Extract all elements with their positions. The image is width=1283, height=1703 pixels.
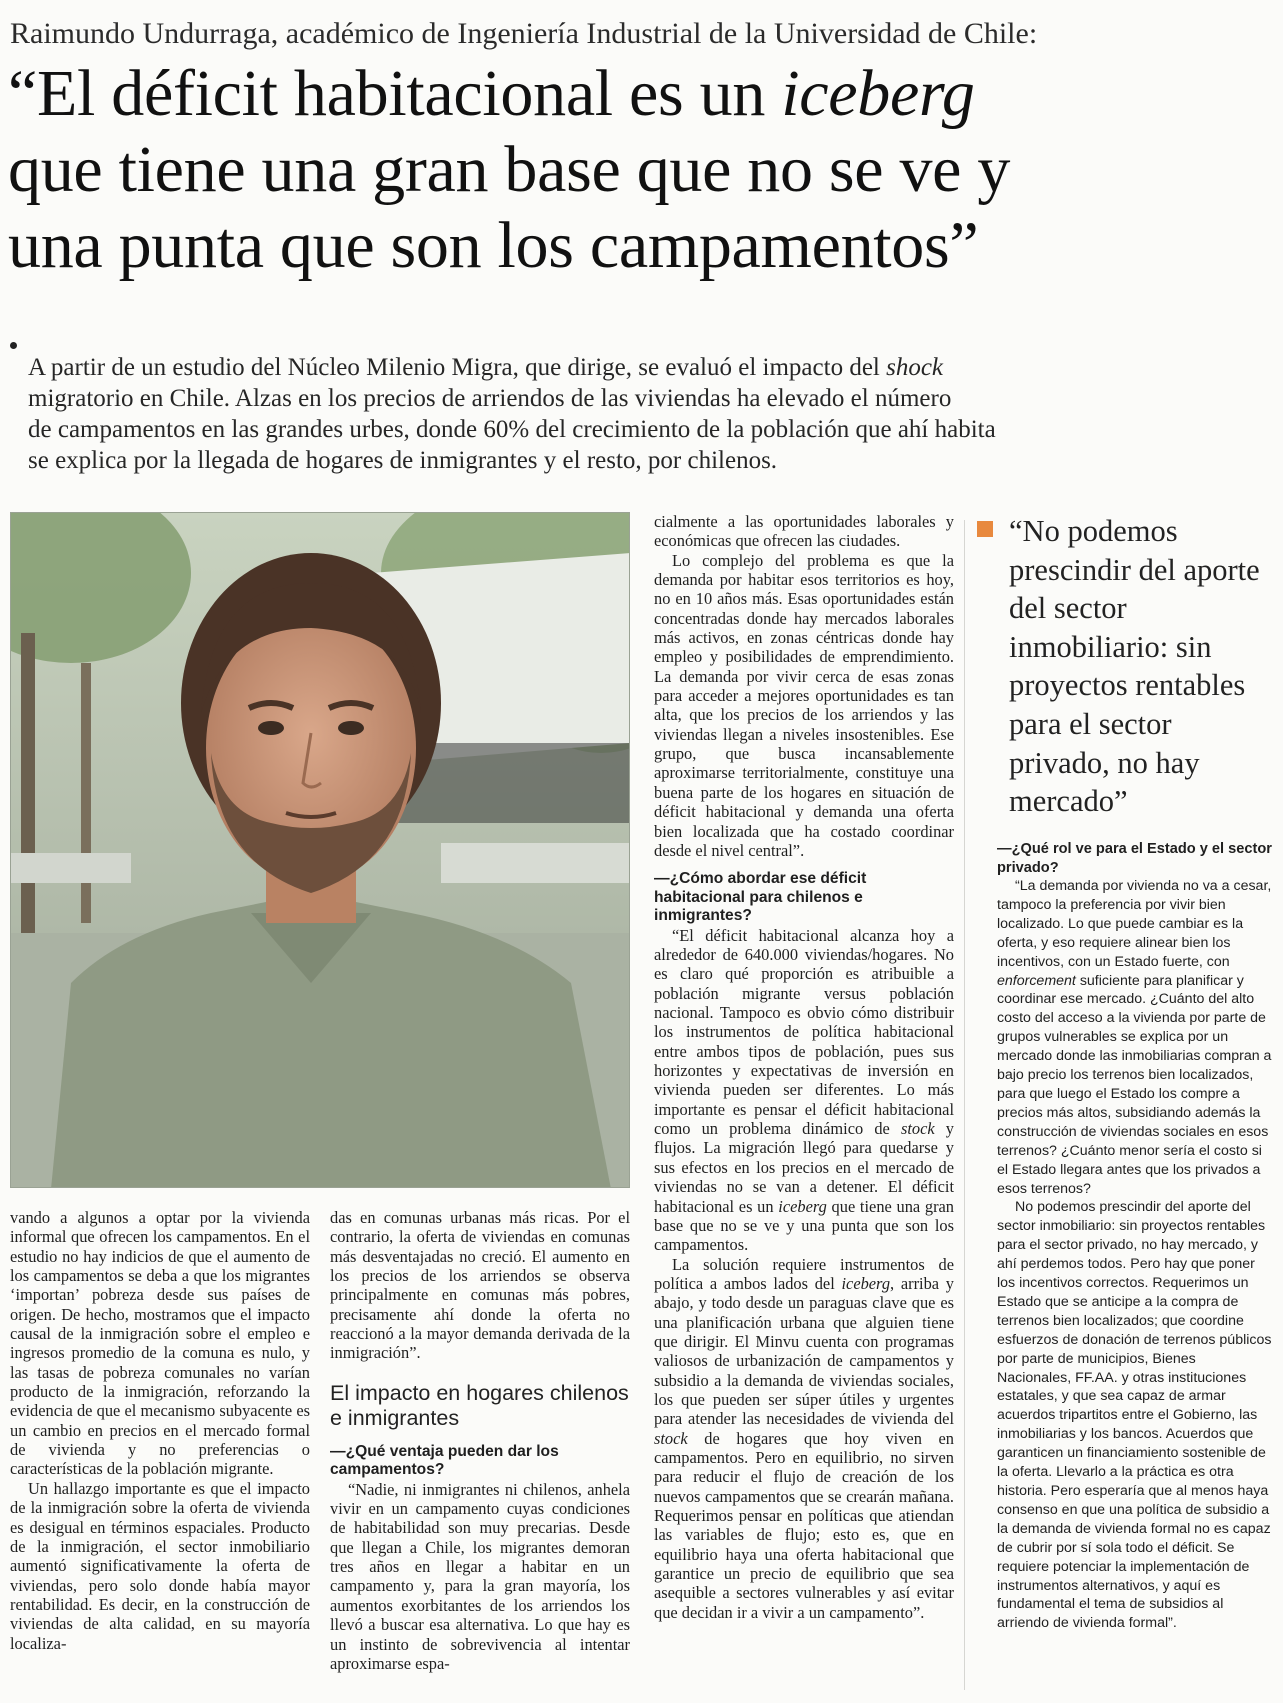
col4-paragraph-2: No podemos prescindir del aporte del sector inmobiliario: sin proyectos rentables para el sector privado, no hay mercado, y ahí perdemos todos. Pero hay que poner los incentivos correctos. Requerimos un Estado que se anticipe a la compra de terrenos bien localizados; que coordine esfuerzos de donación de terrenos públicos por parte de municipios, Bienes Nacionales, FF.AA. y otras instituciones estatales, y que sea capaz de armar acuerdos tripartitos entre el Gobierno, las inmobiliarias y los bancos. Acuerdos que garanticen un financiamiento sostenible de la oferta. Llevarlo a la práctica es otra historia. Pero esperaría que al menos haya consenso en que una política de subsidio a la demanda de vivienda formal no es capaz de cubrir por sí sola todo el déficit. Se requiere potenciar la implementación de instrumentos alternativos, y aquí es fundamental el tema de subsidios al arriendo de vivienda formal”. [997,1199,1272,1632]
col1-paragraph-2: Un hallazgo importante es que el impacto de la inmigración sobre la oferta de vivienda es desigual en términos espaciales. Producto de la inmigración, el sector inmobiliario aumentó significativamente la oferta de viviendas, pero solo donde había mayor rentabilidad. Es decir, en la construcción de viviendas de alta calidad, en su mayoría localiza- [10,1478,310,1653]
question-abordar-deficit: —¿Cómo abordar ese déficit habitacional para chilenos e inmigrantes? [654,870,867,925]
lead-line-4: se explica por la llegada de hogares de inmigrantes y el resto, por chilenos. [28,447,778,474]
col1-paragraph-1: vando a algunos a optar por la vivienda informal que ofrecen los campamentos. En el estudio no hay indicios de que el aumento de los campamentos se deba a que los migrantes ‘importan’ pobreza desde sus países de origen. De hecho, mostramos que el impacto causal de la inmigración sobre el empleo e ingresos promedio de la comuna es nulo, y las tasas de pobreza comunales no varían producto de la inmigración, reforzando la evidencia de que el mecanismo subyacente es un cambio en precios en el mercado formal de vivienda y no preferencias o características de la población migrante. [10,1208,310,1479]
bullet-dot [10,342,17,349]
col4-paragraph-1: “La demanda por vivienda no va a cesar, tampoco la preferencia por vivir bien localizado. Lo que puede cambiar es la oferta, y eso requiere alinear bien los incentivos, con un Estado fuerte, con enforcement suficiente para planificar y coordinar ese mercado. ¿Cuánto del alto costo del acceso a la vivienda por parte de grupos vulnerables se explica por un mercado donde las inmobiliarias compran a bajo precio los terrenos bien localizados, para que luego el Estado los compre a precios más altos, subsidiando además la construcción de viviendas sociales en esos terrenos? ¿Cuánto menor sería el costo si el Estado llegara antes que los privados a esos terrenos? [997,878,1272,1197]
headline [8,56,1273,284]
headline-line-2: que tiene una gran base que no se ve y [8,133,1011,206]
headline-line-1: “El déficit habitacional es un iceberg [8,57,975,130]
article-column-3 [654,512,954,1622]
headline-line-3: una punta que son los campamentos” [8,209,979,282]
lead-line-1: A partir de un estudio del Núcleo Milenio Migra, que dirige, se evaluó el impacto del shock [28,354,944,381]
article-column-1 [10,1208,310,1653]
article-column-4 [997,840,1273,1633]
question-rol-estado: —¿Qué rol ve para el Estado y el sector privado? [997,841,1272,876]
col3-paragraph-2: Lo complejo del problema es que la demanda por habitar esos territorios es hoy, no en 10 años más. Esas oportunidades están concentradas donde hay mercados laborales más activos, en zonas céntricas donde hay empleo y posibilidades de emprendimiento. La demanda por vivir cerca de esas zonas para acceder a mejores oportunidades es tan alta, que los precios de los arriendos y las viviendas llegan a niveles insostenibles. Ese grupo, que busca incansablemente aproximarse territorialmente, constituye una buena parte de los hogares en situación de déficit habitacional y demanda una oferta bien localizada que ha costado coordinar desde el nivel central”. [654,550,954,860]
col2-paragraph-1: das en comunas urbanas más ricas. Por el contrario, la oferta de viviendas en comunas más desventajadas no creció. El aumento en los precios de los arriendos se observa principalmente en comunas más pobres, precisamente ahí donde la oferta no reaccionó a la mayor demanda derivada de la inmigración”. [330,1208,630,1363]
portrait-illustration [11,513,630,1188]
headline-italic-word: iceberg [781,57,975,130]
pull-quote-text: “No podemos prescindir del aporte del sector inmobiliario: sin proyectos rentables para el sector privado, no hay mercado” [1009,514,1260,819]
col3-paragraph-4: La solución requiere instrumentos de política a ambos lados del iceberg, arriba y abajo, y todo desde un paraguas clave que es una planificación urbana que alguien tiene que dirigir. El Minvu cuenta con programas valiosos de urbanización de campamentos y subsidio a la demanda de viviendas sociales, los que pueden ser súper útiles y urgentes para atender las necesidades de vivienda del stock de hogares que hoy viven en campamentos. Pero en equilibrio, no sirven para reducir el flujo de creación de los nuevos campamentos que se crearán mañana. Requerimos pensar en políticas que atiendan las variables de flujo; esto es, que en equilibrio haya una oferta habitacional que garantice un precio de equilibrio que sea asequible a sectores vulnerables y así evitar que decidan ir a vivir a un campamento”. [654,1254,954,1622]
article-column-2 [330,1208,630,1673]
kicker: Raimundo Undurraga, académico de Ingeniería Industrial de la Universidad de Chile: [10,17,1038,50]
lead-paragraph [28,352,1268,476]
accent-square-icon [977,521,993,537]
column-divider [964,520,965,1690]
lead-line-3: de campamentos en las grandes urbes, donde 60% del crecimiento de la población que ahí habita [28,416,996,443]
question-ventaja-campamentos: —¿Qué ventaja pueden dar los campamentos? [330,1442,559,1479]
portrait-photo [10,512,630,1188]
col2-paragraph-2: “Nadie, ni inmigrantes ni chilenos, anhela vivir en un campamento cuyas condiciones de habitabilidad son muy precarias. Desde que llegan a Chile, los migrantes demoran tres años en llegar a habitar en un campamento y, para la gran mayoría, los aumentos exorbitantes de los arriendos los llevó a buscar esa alternativa. Lo que hay es un instinto de sobrevivencia al intentar aproximarse espa- [330,1479,630,1673]
pull-quote [977,512,1273,821]
lead-line-2: migratorio en Chile. Alzas en los precios de arriendos de las viviendas ha elevado el número [28,385,952,412]
section-subhead: El impacto en hogares chilenos e inmigrantes [330,1380,629,1430]
col3-paragraph-1: cialmente a las oportunidades laborales y económicas que ofrecen las ciudades. [654,512,954,551]
col3-paragraph-3: “El déficit habitacional alcanza hoy a alrededor de 640.000 viviendas/hogares. No es claro qué proporción es atribuible a población migrante versus población nacional. Tampoco es obvio cómo distribuir los instrumentos de política habitacional entre ambos tipos de población, pues sus horizontes y expectativas de inversión en vivienda pueden ser diferentes. Lo más importante es pensar el déficit habitacional como un problema dinámico de stock y flujos. La migración llegó para quedarse y sus efectos en los precios en el mercado de viviendas no se van a detener. El déficit habitacional es un iceberg que tiene una gran base que no se ve y una punta que son los campamentos. [654,925,955,1255]
